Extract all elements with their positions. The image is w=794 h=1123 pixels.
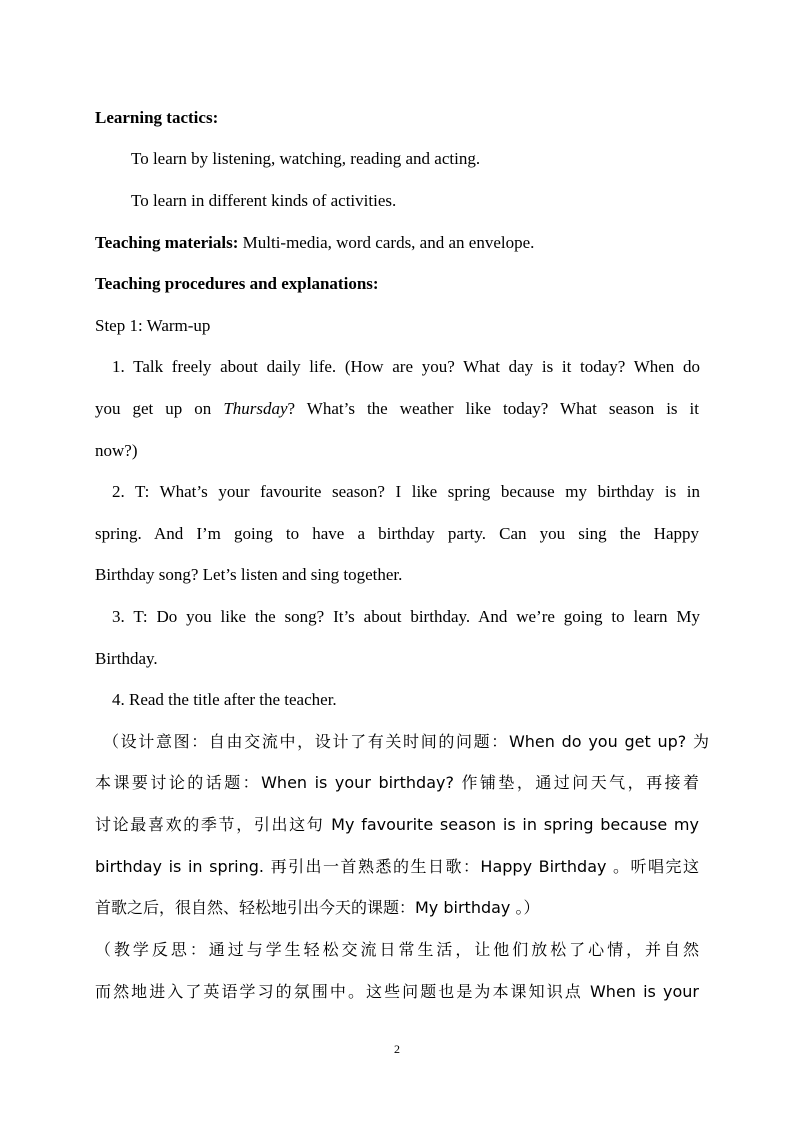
- learning-tactics-heading: Learning tactics:: [95, 108, 219, 127]
- item2-line1: 2. T: What’s your favourite season? I like spring because my birthday is in: [112, 482, 700, 501]
- teaching-materials-line: [95, 232, 699, 254]
- design-intent-line-2: 本课要讨论的话题：When is your birthday? 作铺垫，通过问天气，再接着: [95, 773, 699, 792]
- item1-line1: 1. Talk freely about daily life. (How are you? What day is it today? When do: [112, 357, 700, 376]
- reflection-line-1: （教学反思：通过与学生轻松交流日常生活，让他们放松了心情，并自然: [95, 940, 699, 959]
- design-intent-line-3: 讨论最喜欢的季节，引出这句 My favourite season is in spring because my: [95, 815, 699, 834]
- item1-line2-before: you get up on: [95, 399, 224, 418]
- design-intent-line-5: 首歌之后，很自然、轻松地引出今天的课题：My birthday 。）: [95, 898, 540, 917]
- learning-tactic-item-2: To learn in different kinds of activities.: [131, 191, 397, 210]
- reflection-line-2: 而然地进入了英语学习的氛围中。这些问题也是为本课知识点 When is your: [95, 982, 699, 1001]
- item2-line3: Birthday song? Let’s listen and sing together.: [95, 565, 403, 584]
- procedures-heading: Teaching procedures and explanations:: [95, 274, 379, 293]
- item4: 4. Read the title after the teacher.: [112, 690, 337, 709]
- design-intent-line-1: （设计意图：自由交流中，设计了有关时间的问题：When do you get up? 为: [103, 732, 709, 751]
- step1-heading: Step 1: Warm-up: [95, 316, 211, 335]
- teaching-materials-text: Multi-media, word cards, and an envelope.: [238, 233, 535, 252]
- teaching-materials-label: Teaching materials:: [95, 233, 239, 252]
- item1-line2: [95, 398, 699, 420]
- item1-line3: now?): [95, 441, 138, 460]
- page-number: 2: [394, 1042, 400, 1056]
- learning-tactic-item-1: To learn by listening, watching, reading and acting.: [131, 149, 481, 168]
- item2-line2: spring. And I’m going to have a birthday party. Can you sing the Happy: [95, 524, 699, 543]
- item3-line1: 3. T: Do you like the song? It’s about birthday. And we’re going to learn My: [112, 607, 700, 626]
- item1-line2-italic: Thursday: [223, 399, 288, 418]
- item3-line2: Birthday.: [95, 649, 158, 668]
- design-intent-line-4: birthday is in spring. 再引出一首熟悉的生日歌：Happy Birthday 。听唱完这: [95, 857, 699, 876]
- item1-line2-after: ? What’s the weather like today? What season is it: [287, 399, 699, 418]
